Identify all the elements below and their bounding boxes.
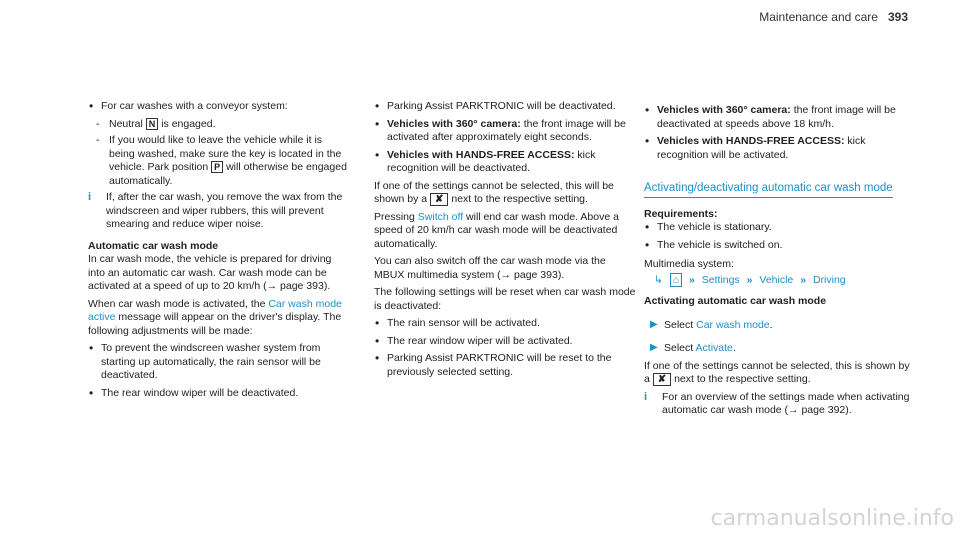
text: the front image will be activated after approximately eight seconds. (387, 117, 626, 143)
text: If one of the settings cannot be selected, this will be shown by a (374, 179, 614, 205)
path-driving[interactable]: Driving (812, 273, 846, 286)
bold-text: Vehicles with 360° camera: (387, 117, 521, 130)
section-name: Maintenance and care (759, 10, 878, 24)
text: The rear window wiper will be deactivated. (101, 386, 299, 399)
list-item (88, 100, 350, 114)
bold-text: Vehicles with HANDS-FREE ACCESS: (387, 148, 575, 161)
text: If one of the settings cannot be selected, this is shown by a (644, 359, 910, 385)
text: next to the respective setting. (451, 193, 588, 205)
text: Select (664, 342, 694, 354)
path-vehicle[interactable]: Vehicle (759, 273, 794, 286)
info-icon: i (644, 390, 648, 403)
text: . (732, 342, 736, 354)
path-separator-icon: » (689, 273, 695, 286)
list-item (644, 239, 914, 253)
text: The vehicle is switched on. (657, 238, 783, 251)
text: If you would like to leave the vehicle while it is being washed, make sure the key is located in the vehicle. Park position (109, 134, 342, 173)
text: . (769, 318, 773, 331)
park-gear-icon: P (211, 161, 223, 173)
paragraph: Multimedia system: (644, 258, 734, 270)
column-1 (88, 100, 350, 404)
list-item (644, 104, 914, 131)
requirements-heading: Requirements: (644, 207, 718, 220)
home-icon[interactable]: ⌂ (670, 273, 682, 287)
list-item (88, 342, 350, 383)
text: When car wash mode is activated, the (88, 297, 266, 310)
path-settings[interactable]: Settings (701, 273, 740, 286)
menu-path (644, 274, 914, 288)
bold-text: Vehicles with 360° camera: (657, 104, 791, 116)
step-arrow-icon: ▶ (650, 342, 658, 353)
list-item (374, 100, 636, 114)
step-item (644, 342, 914, 356)
subsection-heading: Activating automatic car wash mode (644, 295, 827, 307)
car-wash-mode-link[interactable]: Car wash mode (696, 318, 770, 331)
text: next to the respective setting. (674, 373, 811, 385)
text: Neutral (109, 117, 143, 130)
path-separator-icon: » (746, 273, 753, 286)
text: Pressing (374, 210, 415, 223)
text: is engaged. (161, 117, 216, 130)
paragraph (374, 211, 636, 252)
text: For car washes with a conveyor system: (101, 100, 288, 112)
list-item (374, 352, 636, 379)
step-item (644, 319, 914, 333)
paragraph (374, 180, 636, 207)
text: kick recognition will be activated. (657, 135, 866, 161)
list-item (88, 134, 350, 188)
text: will end car wash mode. Above a speed of 20 km/h car wash mode will be deactivated automatically. (374, 210, 619, 250)
paragraph: The following settings will be reset when car wash mode is deactivated: (374, 286, 636, 312)
list-item (374, 118, 636, 145)
note (88, 191, 350, 232)
paragraph: In car wash mode, the vehicle is prepared for driving into an automatic car wash. Car wash mode can be activated at a speed of up to 20 km/h (→ page 393). (88, 253, 332, 292)
watermark: carmanualsonline.info (710, 506, 954, 531)
display-message-link[interactable]: Car wash mode active (88, 297, 342, 323)
list-item (374, 335, 636, 349)
section-title: Activating/deactivating automatic car wash mode (644, 182, 893, 198)
path-separator-icon: » (800, 273, 807, 286)
text: To prevent the windscreen washer system from starting up automatically, the rain sensor will be deactivated. (101, 342, 321, 381)
step-arrow-icon: ▶ (650, 318, 658, 330)
list-item (374, 317, 636, 331)
text: The rain sensor will be activated. (387, 317, 540, 329)
text: the front image will be deactivated at speeds above 18 km/h. (657, 104, 896, 130)
switch-off-link[interactable]: Switch off (417, 210, 464, 223)
list-item (644, 135, 914, 162)
text: Parking Assist PARKTRONIC will be reset to the previously selected setting. (387, 352, 612, 378)
list-item (88, 118, 350, 132)
list-item (374, 149, 636, 176)
bold-text: Vehicles with HANDS-FREE ACCESS: (657, 135, 845, 147)
text: The rear window wiper will be activated. (387, 334, 573, 347)
section-heading: Automatic car wash mode (88, 239, 219, 252)
note-text: For an overview of the settings made when activating automatic car wash mode (→ page 392). (662, 390, 910, 416)
activate-link[interactable]: Activate (695, 342, 733, 354)
page-header (759, 10, 908, 24)
note-text: If, after the car wash, you remove the wax from the windscreen and wiper rubbers, this will prevent smearing and reduce wiper noise. (106, 191, 343, 230)
paragraph (88, 298, 350, 339)
neutral-gear-icon: N (146, 118, 159, 130)
text: will otherwise be engaged automatically. (109, 161, 347, 187)
info-icon: i (88, 191, 92, 203)
path-start-icon: ↳ (654, 273, 663, 286)
text: message will appear on the driver's display. The following adjustments will be made: (88, 311, 342, 337)
paragraph (644, 360, 914, 387)
unavailable-x-icon: ✘ (653, 373, 671, 386)
paragraph: You can also switch off the car wash mode via the MBUX multimedia system (→ page 393). (374, 255, 606, 281)
text: The vehicle is stationary. (657, 221, 772, 233)
text: kick recognition will be deactivated. (387, 148, 596, 174)
list-item (644, 221, 914, 235)
unavailable-x-icon: ✘ (430, 193, 448, 206)
page-number: 393 (887, 10, 908, 24)
text: Parking Assist PARKTRONIC will be deactivated. (387, 100, 616, 112)
note (644, 391, 914, 418)
list-item (88, 387, 350, 401)
column-2 (374, 100, 636, 383)
text: Select (664, 318, 694, 331)
column-3 (644, 104, 914, 426)
